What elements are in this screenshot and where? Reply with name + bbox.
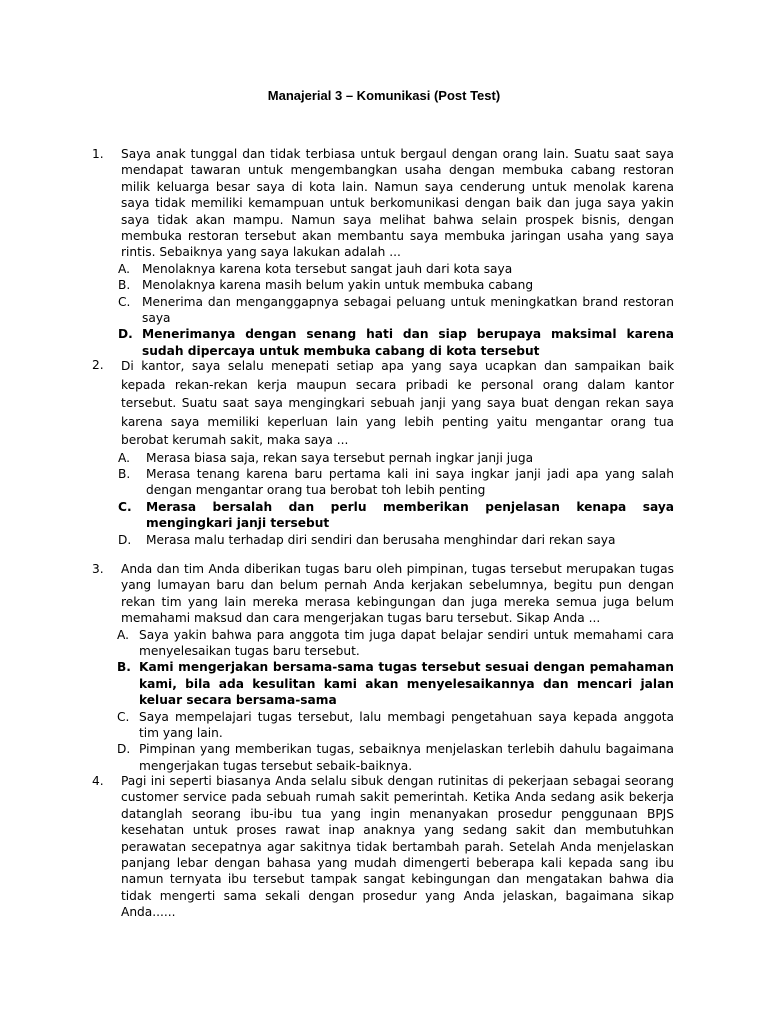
option-b-selected (117, 659, 674, 708)
option-label: A. (118, 261, 130, 276)
option-label: C. (117, 709, 130, 724)
option-a (117, 627, 674, 660)
option-label: A. (117, 627, 129, 642)
question-text: Di kantor, saya selalu menepati setiap apa yang saya ucapkan dan sampaikan baik kepada rekan-rekan kerja maupun secara pribadi ke personal orang dalam kantor tersebut. Suatu saat saya mengingkari sebuah janji yang saya buat dengan rekan saya karena saya memiliki keperluan lain yang lebih penting yaitu mengantar orang tua berobat kerumah sakit, maka saya ... (121, 359, 674, 447)
option-d (118, 532, 674, 548)
question-number: 2. (92, 358, 104, 372)
option-label: C. (118, 294, 131, 309)
question-1 (92, 146, 674, 359)
option-d (117, 741, 674, 774)
option-label: D. (118, 532, 132, 547)
option-text: Merasa tenang karena baru pertama kali ini saya ingkar janji jadi apa yang salah dengan mengantar orang tua berobat toh lebih penting (146, 466, 674, 498)
option-text: Merasa biasa saja, rekan saya tersebut pernah ingkar janji juga (146, 450, 534, 465)
option-c-selected (118, 499, 674, 532)
option-text: Pimpinan yang memberikan tugas, sebaiknya menjelaskan terlebih dahulu bagaimana mengerjakan tugas tersebut sebaik-baiknya. (139, 742, 674, 773)
option-label: B. (118, 278, 131, 293)
option-c (118, 294, 674, 327)
question-3 (92, 561, 674, 774)
question-number: 3. (92, 562, 104, 576)
question-text: Pagi ini seperti biasanya Anda selalu sibuk dengan rutinitas di pekerjaan sebagai seorang customer service pada sebuah rumah sakit pemerintah. Ketika Anda sedang asik bekerja datanglah seorang ibu-ibu tua yang ingin menanyakan prosedur penggunaan BPJS kesehatan untuk proses rawat inap anaknya yang sedang sakit dan membutuhkan perawatan secepatnya agar sakitnya tidak bertambah parah. Setelah Anda menjelaskan panjang lebar dengan bahasa yang mudah dimengerti beberapa kali kepada sang ibu namun ternyata ibu tersebut tampak sangat kebingungan dan mengatakan bahwa dia tidak mengerti sama sekali dengan prosedur yang Anda jelaskan, bagaimana sikap Anda...... (121, 774, 674, 920)
option-text: Menolaknya karena masih belum yakin untuk membuka cabang (142, 278, 534, 293)
question-text: Saya anak tunggal dan tidak terbiasa untuk bergaul dengan orang lain. Suatu saat saya mendapat tawaran untuk mengembangkan usaha dengan membuka cabang restoran milik keluarga besar saya di kota lain. Namun saya cenderung untuk menolak karena saya tidak memiliki kemampuan untuk berkomunikasi dengan baik dan juga saya yakin saya tidak akan mampu. Namun saya melihat bahwa selain prospek bisnis, dengan membuka restoran tersebut akan membantu saya membuka jaringan usaha yang saya rintis. Sebaiknya yang saya lakukan adalah ... (121, 147, 674, 260)
option-text: Kami mengerjakan bersama-sama tugas tersebut sesuai dengan pemahaman kami, bila ada kesulitan kami akan menyelesaikannya dan mencari jalan keluar secara bersama-sama (139, 660, 674, 708)
option-text: Menerima dan menganggapnya sebagai peluang untuk meningkatkan brand restoran saya (142, 294, 674, 326)
option-label: C. (118, 499, 132, 514)
question-4 (92, 773, 674, 921)
question-number: 1. (92, 147, 104, 161)
question-text: Anda dan tim Anda diberikan tugas baru oleh pimpinan, tugas tersebut merupakan tugas yang lumayan baru dan belum pernah Anda kerjakan sebelumnya, begitu pun dengan rekan tim yang lain mereka merasa kebingungan dan juga mereka semua juga belum memahami maksud dan cara mengerjakan tugas baru tersebut. Sikap Anda ... (121, 562, 674, 626)
option-d-selected (118, 326, 674, 359)
option-label: D. (118, 327, 133, 342)
option-b (118, 466, 674, 499)
option-text: Menerimanya dengan senang hati dan siap berupaya maksimal karena sudah dipercaya untuk membuka cabang di kota tersebut (142, 327, 674, 358)
option-text: Merasa bersalah dan perlu memberikan penjelasan kenapa saya mengingkari janji tersebut (146, 499, 674, 531)
option-a (118, 261, 674, 277)
document-title: Manajerial 3 – Komunikasi (Post Test) (267, 88, 501, 103)
option-label: A. (118, 450, 130, 465)
option-text: Menolaknya karena kota tersebut sangat jauh dari kota saya (142, 261, 513, 276)
question-number: 4. (92, 774, 104, 788)
option-b (118, 277, 674, 293)
option-text: Saya yakin bahwa para anggota tim juga dapat belajar sendiri untuk memahami cara menyelesaikan tugas baru tersebut. (139, 627, 674, 659)
option-c (117, 709, 674, 742)
option-label: B. (118, 466, 131, 481)
option-text: Saya mempelajari tugas tersebut, lalu membagi pengetahuan saya kepada anggota tim yang lain. (139, 709, 674, 741)
option-text: Merasa malu terhadap diri sendiri dan berusaha menghindar dari rekan saya (146, 532, 616, 547)
question-2 (92, 357, 674, 548)
option-label: D. (117, 742, 131, 757)
option-label: B. (117, 660, 131, 675)
option-a (118, 450, 674, 466)
